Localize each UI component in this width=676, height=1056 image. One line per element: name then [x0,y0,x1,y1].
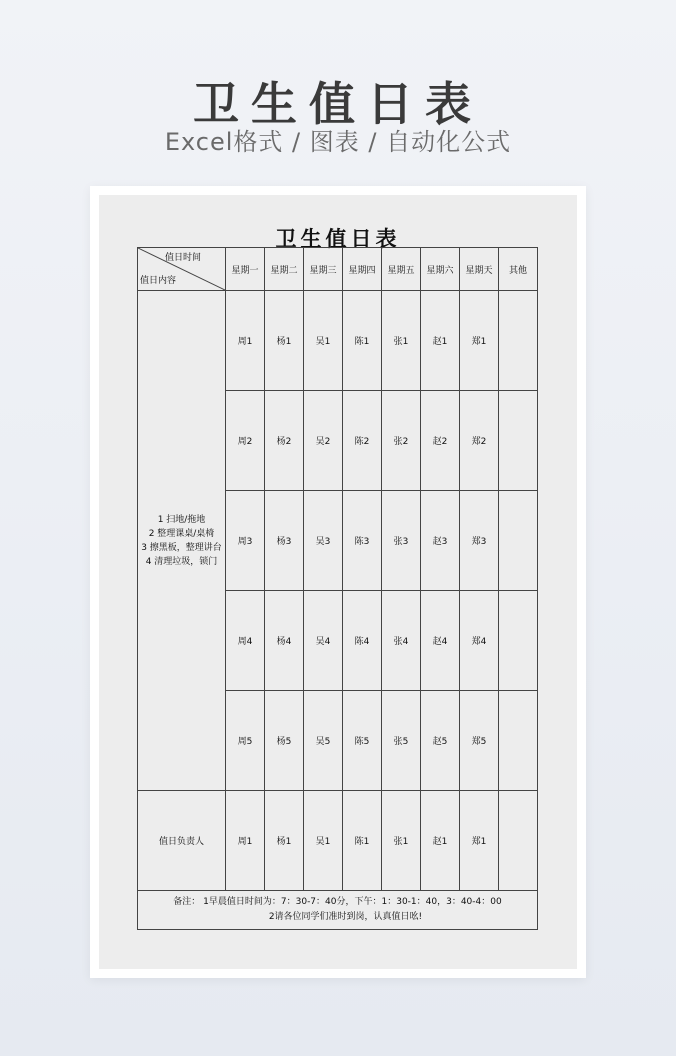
leader-cell[interactable] [499,791,538,891]
notes-cell[interactable] [138,891,538,930]
day-header-fri[interactable]: 星期五 [382,248,421,291]
table-cell[interactable]: 陈1 [343,291,382,391]
leader-cell[interactable]: 郑1 [460,791,499,891]
notes-line-1: 备注： 1早晨值日时间为：7：30-7：40分，下午：1：30-1：40，3：40-4：00 [173,897,502,907]
table-cell[interactable]: 周3 [226,491,265,591]
corner-label-time: 值日时间 [164,253,201,263]
table-cell[interactable]: 张2 [382,391,421,491]
table-cell[interactable]: 周4 [226,591,265,691]
day-header-wed[interactable]: 星期三 [304,248,343,291]
table-cell[interactable]: 赵2 [421,391,460,491]
table-cell[interactable]: 杨3 [265,491,304,591]
leader-cell[interactable]: 杨1 [265,791,304,891]
table-cell[interactable]: 张3 [382,491,421,591]
leader-cell[interactable]: 吴1 [304,791,343,891]
header-row [138,248,538,291]
table-cell[interactable]: 陈4 [343,591,382,691]
leader-cell[interactable]: 陈1 [343,791,382,891]
document-card [90,186,586,978]
table-cell[interactable]: 杨1 [265,291,304,391]
leader-cell[interactable]: 周1 [226,791,265,891]
table-cell[interactable]: 张5 [382,691,421,791]
table-cell[interactable]: 周1 [226,291,265,391]
table-cell[interactable]: 赵1 [421,291,460,391]
leader-cell[interactable]: 张1 [382,791,421,891]
table-cell[interactable]: 杨5 [265,691,304,791]
table-cell[interactable]: 赵4 [421,591,460,691]
table-cell[interactable]: 郑5 [460,691,499,791]
table-cell[interactable]: 陈5 [343,691,382,791]
day-header-mon[interactable]: 星期一 [226,248,265,291]
day-header-tue[interactable]: 星期二 [265,248,304,291]
task-item: 2 整理课桌/桌椅 [148,528,215,539]
duty-table [137,247,538,930]
table-cell[interactable]: 郑2 [460,391,499,491]
sheet-title: 卫生值日表 [275,227,401,251]
table-cell[interactable]: 郑1 [460,291,499,391]
table-cell[interactable]: 周5 [226,691,265,791]
table-cell[interactable] [499,291,538,391]
day-header-sun[interactable]: 星期天 [460,248,499,291]
day-header-thu[interactable]: 星期四 [343,248,382,291]
task-item: 3 擦黑板，整理讲台 [141,542,222,553]
table-cell[interactable]: 吴1 [304,291,343,391]
leader-label[interactable]: 值日负责人 [138,791,226,891]
task-item: 4 清理垃圾，锁门 [145,556,218,567]
table-cell[interactable]: 杨4 [265,591,304,691]
table-cell[interactable]: 吴5 [304,691,343,791]
table-cell[interactable]: 吴3 [304,491,343,591]
hero-title: 卫生值日表 [193,77,483,131]
day-header-sat[interactable]: 星期六 [421,248,460,291]
table-cell[interactable]: 郑4 [460,591,499,691]
table-cell[interactable]: 郑3 [460,491,499,591]
table-cell[interactable] [499,491,538,591]
leader-cell[interactable]: 赵1 [421,791,460,891]
table-cell[interactable]: 陈2 [343,391,382,491]
table-cell[interactable]: 吴2 [304,391,343,491]
hero-subtitle: Excel格式 / 图表 / 自动化公式 [164,128,512,156]
table-cell[interactable] [499,391,538,491]
table-cell[interactable]: 赵3 [421,491,460,591]
day-header-other[interactable]: 其他 [499,248,538,291]
notes-line-2: 2请各位同学们准时到岗，认真值日吆! [268,912,423,922]
task-item: 1 扫地/拖地 [157,514,206,525]
spreadsheet-page [99,195,577,969]
table-cell[interactable]: 陈3 [343,491,382,591]
corner-label-content: 值日内容 [140,276,177,286]
table-row [138,291,538,391]
table-cell[interactable]: 张4 [382,591,421,691]
table-cell[interactable]: 张1 [382,291,421,391]
table-cell[interactable]: 杨2 [265,391,304,491]
table-cell[interactable]: 吴4 [304,591,343,691]
table-cell[interactable] [499,691,538,791]
table-cell[interactable]: 赵5 [421,691,460,791]
notes-row [138,891,538,930]
table-cell[interactable]: 周2 [226,391,265,491]
corner-cell[interactable] [138,248,226,291]
leader-row [138,791,538,891]
table-cell[interactable] [499,591,538,691]
tasks-cell[interactable] [138,291,226,791]
